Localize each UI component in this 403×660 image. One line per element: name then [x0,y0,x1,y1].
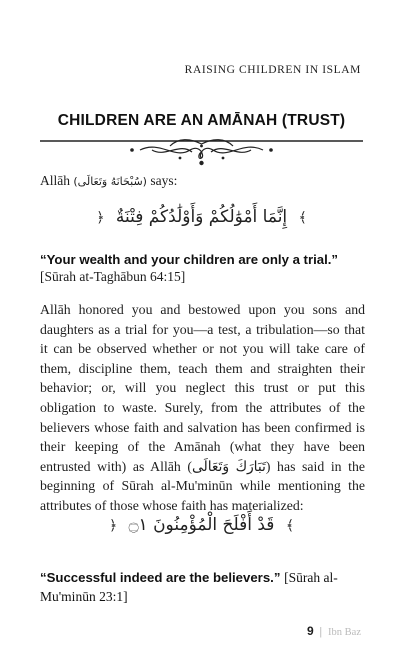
verse-open-bracket: ﴿ [96,210,105,226]
verse-text: إِنَّمَا أَمْوَٰلُكُمْ وَأَوْلَٰدُكُمْ فِتْنَةٌ [115,207,288,227]
verse-close-bracket: ﴾ [285,518,295,534]
says-suffix: says: [150,173,178,188]
running-head: RAISING CHILDREN IN ISLAM [184,64,361,76]
verse-citation: [Sūrah at-Taghābun 64:15] [40,269,186,284]
allah-says-line [40,173,177,189]
page-footer [307,624,361,639]
verse-close-bracket: ﴾ [298,210,307,226]
verse-text: قَدْ أَفْلَحَ الْمُؤْمِنُونَ ۝١ [128,515,275,535]
footer-book-mark: Ibn Baz [328,627,361,638]
footer-separator: | [319,624,323,638]
verse-translation: “Your wealth and your children are only a trial.” [40,252,339,267]
page-number: 9 [306,624,314,638]
chapter-title: CHILDREN ARE AN AMĀNAH (TRUST) [57,112,346,129]
verse-citation: [Sūrah al-Mu'minūn 23:1] [40,570,338,604]
verse-translation [40,568,365,606]
verse-open-bracket: ﴿ [108,518,118,534]
quran-verse-arabic [0,207,403,227]
quran-verse-arabic [0,514,403,535]
body-paragraph: Allāh honored you and bestowed upon you sons and daughters as a trial for you—a test, a tribulation—so that it can be observed whether or not you will take care of them, discipline them, teach them and straighten their behavior; or, will you neglect this trust or put this obligation to waste. Surely, from the attributes of the believers whose faith and salvation has been confirmed is their keeping of the Amānah (what they have been entrusted with) as Allāh (تَبَارَكَ وَتَعَالَى) has said in the beginning of Sūrah al-Mu'minūn while mentioning the attributes of those whose faith has materialized: [40,302,365,513]
allah-name: Allāh [40,173,70,188]
honorific-phrase: (سُبْحَانَهُ وَتَعَالَى) [73,175,147,188]
translation-text: “Successful indeed are the believers.” [40,570,281,585]
flourish-divider-icon [40,134,363,168]
